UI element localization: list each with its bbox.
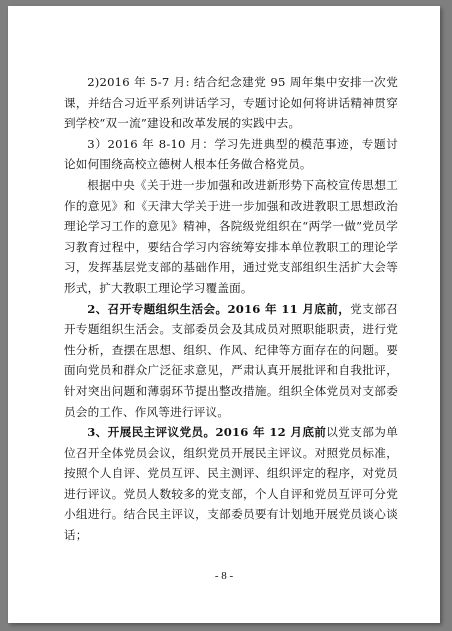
paragraph-2-text: 3）2016 年 8-10 月：学习先进典型的模范事迹，专题讨论如何围绕高校立德树人根本任务做合格党员。 [64,136,398,172]
paragraph-3 [64,175,398,299]
paragraph-4-heading: 2、召开专题组织生活会。2016 年 11 月底前， [87,301,351,316]
paragraph-1-text: 2)2016 年 5-7 月: 结合纪念建党 95 周年集中安排一次党课，并结合习近平系列讲话学习，专题讨论如何将讲话精神贯穿到学校“双一流”建设和改革发展的实践中去。 [64,75,398,131]
page-number: - 8 - [214,570,234,582]
paragraph-5 [64,422,398,546]
paragraph-5-heading: 3、开展民主评议党员。2016 年 12 月底前 [87,425,327,440]
paragraph-4 [64,299,398,423]
document-page [8,6,440,623]
paragraph-2 [64,134,398,175]
paragraph-1 [64,72,398,134]
paragraph-4-text: 党支部召开专题组织生活会。支部委员会及其成员对照职能职责，进行党性分析，查摆在思想、组织、作风、纪律等方面存在的问题。要面向党员和群众广泛征求意见，严肃认真开展批评和自我批评，针对突出问题和薄弱环节提出整改措施。组织全体党员对支部委员会的工作、作风等进行评议。 [64,301,398,419]
document-body [64,72,398,546]
paragraph-3-text: 根据中央《关于进一步加强和改进新形势下高校宣传思想工作的意见》和《天津大学关于进一步加强和改进教职工思想政治理论学习工作的意见》精神，各院级党组织在“两学一做”党员学习教育过程中，要结合学习内容统筹安排本单位教职工的理论学习，发挥基层党支部的基础作用，通过党支部组织生活扩大会等形式，扩大教职工理论学习覆盖面。 [64,177,398,295]
paragraph-5-text: 以党支部为单位召开全体党员会议，组织党员开展民主评议。对照党员标准，按照个人自评、党员互评、民主测评、组织评定的程序，对党员进行评议。党员人数较多的党支部，个人自评和党员互评可分党小组进行。结合民主评议，支部委员要有计划地开展党员谈心谈话； [64,425,398,543]
